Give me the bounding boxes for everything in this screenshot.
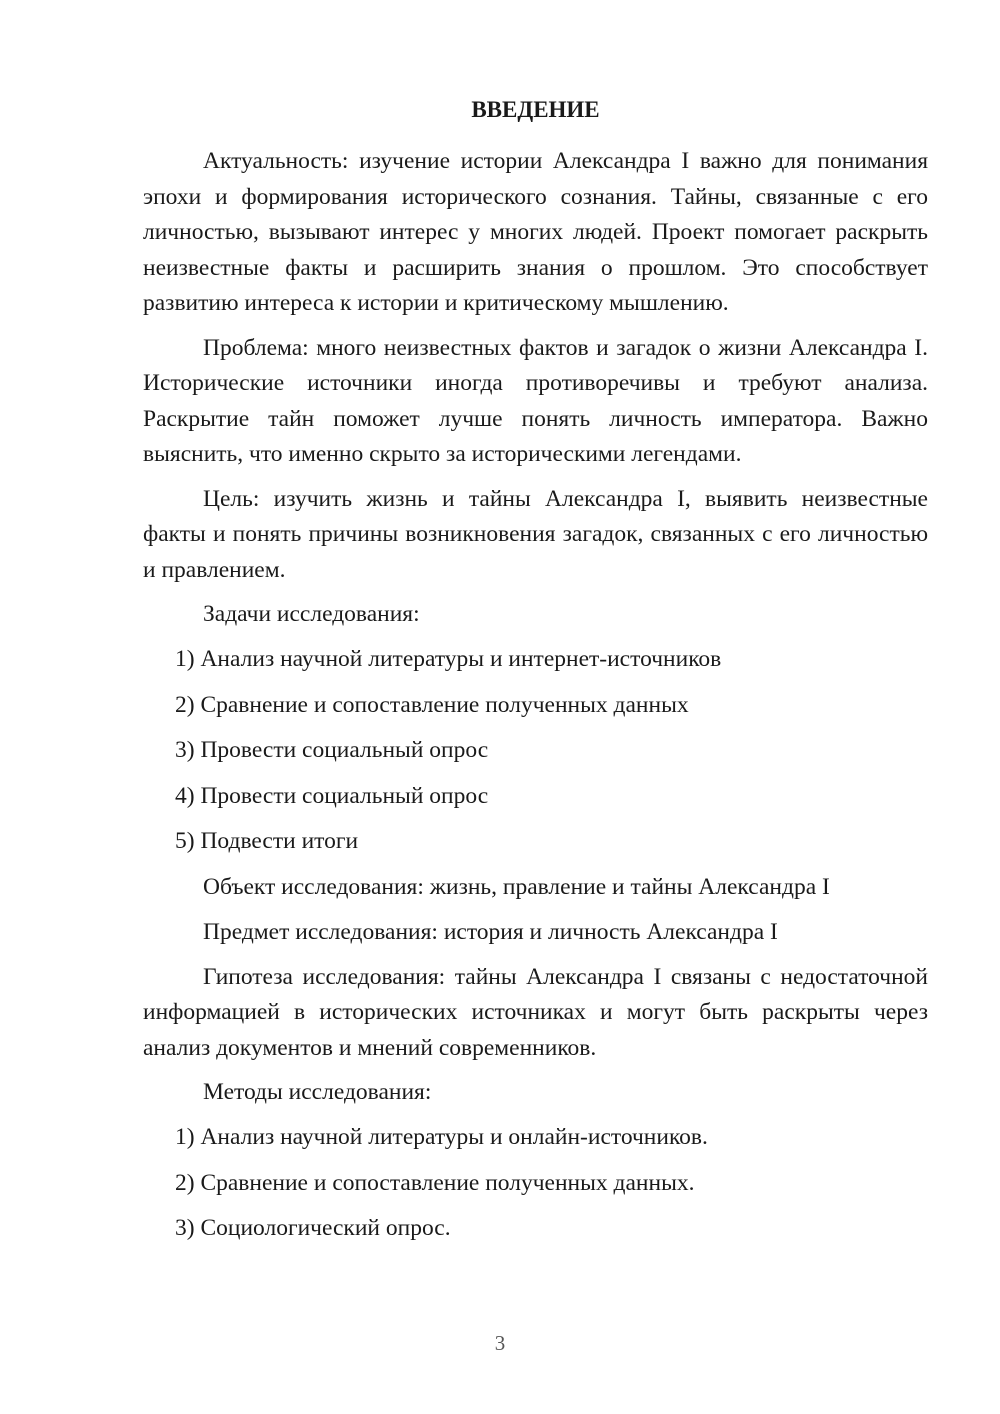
list-item: 1) Анализ научной литературы и онлайн-источников.	[175, 1124, 708, 1150]
list-item: 1) Анализ научной литературы и интернет-источников	[175, 646, 722, 672]
research-subject: Предмет исследования: история и личность Александра I	[203, 918, 778, 945]
problem-paragraph: Проблема: много неизвестных фактов и загадок о жизни Александра I. Исторические источники иногда противоречивы и требуют анализа. Раскрытие тайн поможет лучше понять личность императора. Важно выяснить, что именно скрыто за историческими легендами.	[143, 334, 928, 467]
hypothesis-paragraph: Гипотеза исследования: тайны Александра I связаны с недостаточной информацией в исторических источниках и могут быть раскрыты через анализ документов и мнений современников.	[143, 963, 928, 1061]
list-item: 2) Сравнение и сопоставление полученных данных	[175, 691, 689, 718]
list-item: 3) Социологический опрос.	[175, 1215, 451, 1241]
section-title: ВВЕДЕНИЕ	[471, 97, 600, 122]
list-item: 4) Провести социальный опрос	[175, 782, 489, 809]
goal-paragraph: Цель: изучить жизнь и тайны Александра I, выявить неизвестные факты и понять причины возникновения загадок, связанных с его личностью и правлением.	[143, 485, 928, 583]
document-page	[143, 95, 928, 1257]
tasks-list	[143, 642, 928, 870]
relevance-paragraph: Актуальность: изучение истории Александра I важно для понимания эпохи и формирования исторического сознания. Тайны, связанные с его личностью, вызывают интерес у многих людей. Проект помогает раскрыть неизвестные факты и расширить знания о прошлом. Это способствует развитию интереса к истории и критическому мышлению.	[143, 148, 928, 316]
list-item: 2) Сравнение и сопоставление полученных данных.	[175, 1169, 695, 1196]
research-object: Объект исследования: жизнь, правление и тайны Александра I	[203, 873, 830, 900]
page-number: 3	[494, 1331, 506, 1355]
methods-heading: Методы исследования:	[203, 1079, 432, 1105]
list-item: 5) Подвести итоги	[175, 828, 359, 854]
methods-list	[143, 1120, 928, 1257]
tasks-heading: Задачи исследования:	[203, 601, 420, 627]
list-item: 3) Провести социальный опрос	[175, 737, 489, 763]
